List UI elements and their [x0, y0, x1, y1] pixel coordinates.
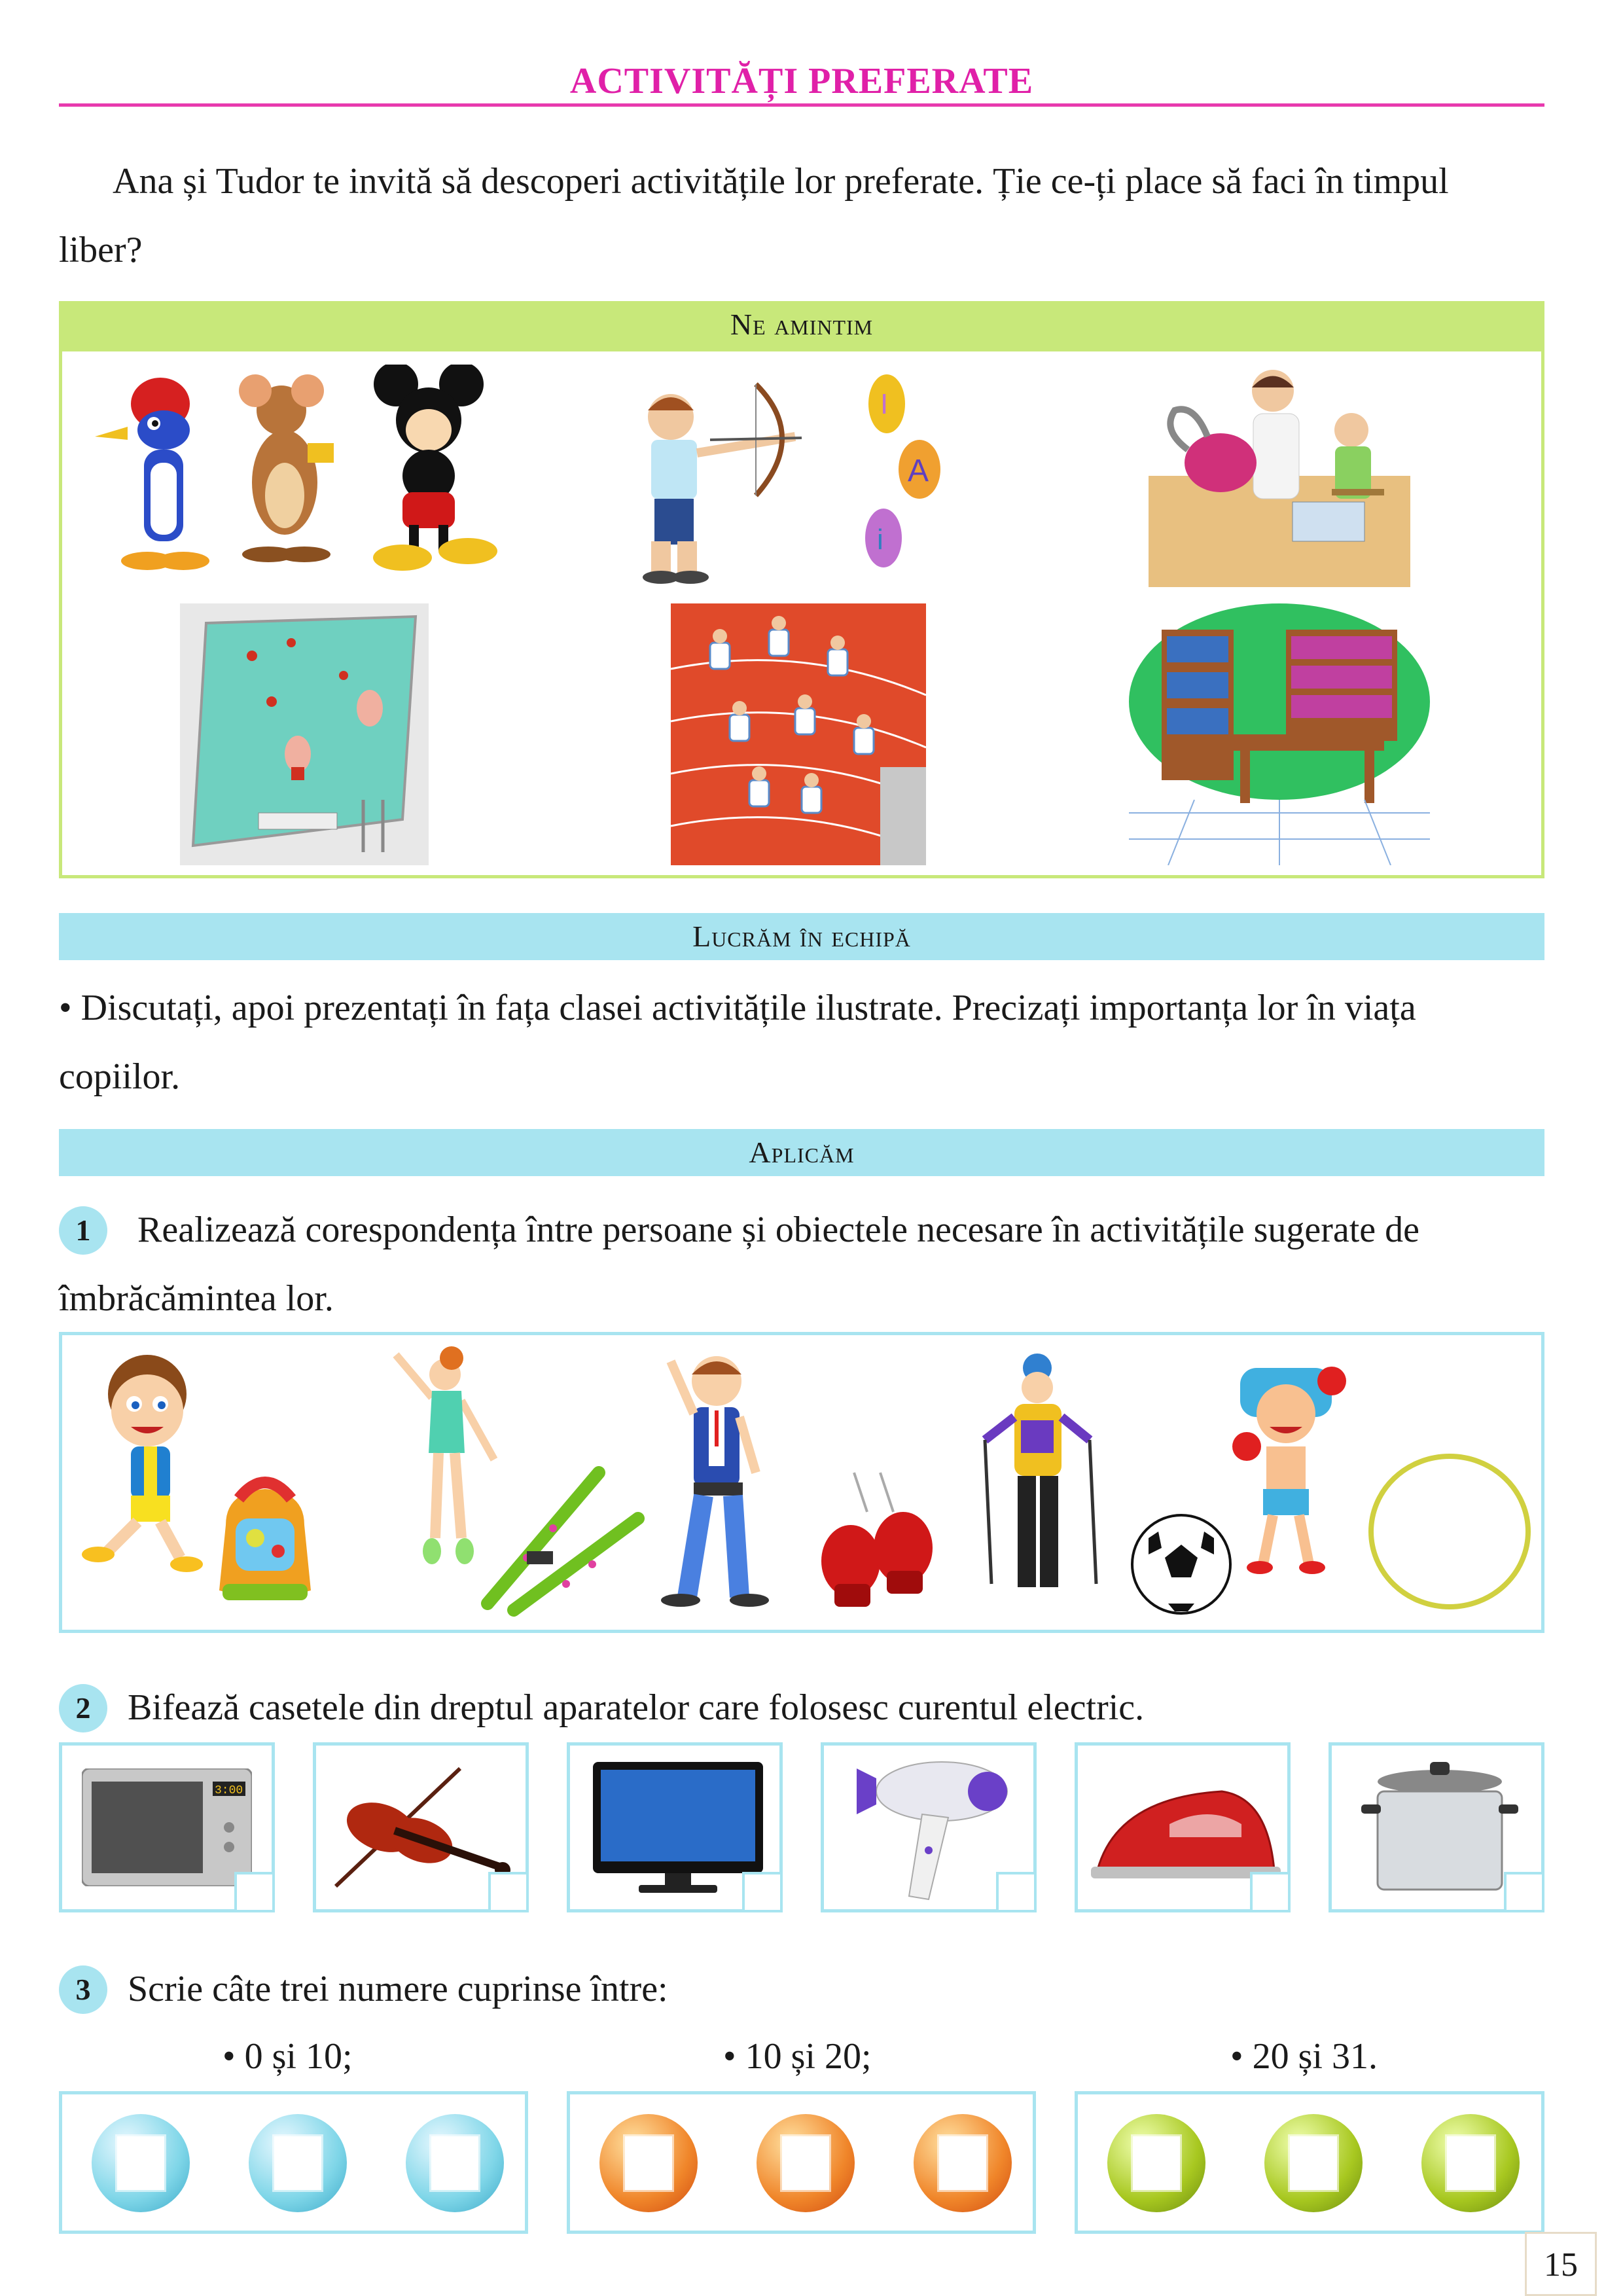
intro-paragraph-line1: Ana și Tudor te invită să descoperi activitățile lor preferate. Ție ce-ți place să faci în timpul [113, 161, 1449, 202]
answer-input[interactable] [1290, 2136, 1337, 2190]
checkbox-pot[interactable] [1504, 1872, 1544, 1912]
gymnast-figure [396, 1346, 494, 1564]
amintim-frame [59, 348, 1544, 878]
backpack-figure [219, 1482, 311, 1600]
checkbox-hairdryer[interactable] [996, 1872, 1037, 1912]
running-track-image [671, 603, 926, 865]
iron-icon [1091, 1772, 1281, 1883]
section-header-aplicam: Aplicăm [59, 1129, 1544, 1176]
study-room-image [1129, 603, 1430, 865]
answer-bubble [92, 2114, 190, 2212]
range-label-2: • 10 și 20; [723, 2036, 872, 2077]
answer-box-range-2 [567, 2091, 1036, 2234]
page-title: ACTIVITĂȚI PREFERATE [569, 61, 1034, 101]
answer-bubble [249, 2114, 347, 2212]
device-card-hairdryer [821, 1742, 1037, 1912]
answer-input[interactable] [431, 2136, 478, 2190]
exercise-2-number: 2 [59, 1684, 107, 1732]
answer-input[interactable] [1133, 2136, 1180, 2190]
echipa-paragraph-line1: • Discutați, apoi prezentați în fața clasei activitățile ilustrate. Precizați importanța lor în viața [59, 988, 1416, 1028]
device-card-pot [1329, 1742, 1544, 1912]
microwave-icon [82, 1768, 252, 1886]
range-label-3: • 20 și 31. [1230, 2036, 1378, 2077]
archery-letters-image [612, 365, 991, 594]
boxing-gloves-figure [821, 1473, 933, 1607]
soccer-ball-figure [1132, 1515, 1230, 1613]
television-icon [593, 1755, 763, 1899]
exercise-2-text: Bifează casetele din dreptul aparatelor care folosesc curentul electric. [128, 1687, 1145, 1728]
section-header-amintim: Ne amintim [59, 301, 1544, 348]
checkbox-iron[interactable] [1250, 1872, 1291, 1912]
answer-input[interactable] [939, 2136, 986, 2190]
runner-boy-figure [82, 1355, 203, 1572]
checkbox-violin[interactable] [488, 1872, 529, 1912]
hair-dryer-icon [857, 1752, 1014, 1909]
answer-bubble [1264, 2114, 1363, 2212]
answer-input[interactable] [274, 2136, 321, 2190]
exercise-1-text-line1: Realizează corespondența între persoane și obiectele necesare în activitățile sugerate de [137, 1210, 1419, 1250]
answer-bubble [914, 2114, 1012, 2212]
device-card-microwave [59, 1742, 275, 1912]
answer-bubble [757, 2114, 855, 2212]
title-divider [59, 103, 1544, 107]
exercise-3-number: 3 [59, 1965, 107, 2014]
answer-input[interactable] [625, 2136, 672, 2190]
answer-bubble [1107, 2114, 1205, 2212]
hoop-figure [1371, 1456, 1528, 1607]
businessman-boy-figure [661, 1356, 769, 1607]
answer-input[interactable] [782, 2136, 829, 2190]
exercise-3-text: Scrie câte trei numere cuprinse între: [128, 1969, 668, 2009]
answer-bubble [599, 2114, 698, 2212]
page-number: 15 [1544, 2246, 1578, 2284]
checkbox-microwave[interactable] [234, 1872, 275, 1912]
answer-input[interactable] [1447, 2136, 1494, 2190]
exercise-1-frame [59, 1332, 1544, 1633]
boxer-figure [1232, 1367, 1346, 1574]
checkbox-tv[interactable] [742, 1872, 783, 1912]
page-number-box [1525, 2232, 1597, 2296]
cartoon-characters-image [88, 365, 560, 594]
swimming-pool-image [180, 603, 429, 865]
exercise-1-text-line2: îmbrăcămintea lor. [59, 1278, 334, 1319]
exercise-1-number: 1 [59, 1206, 107, 1255]
answer-bubble [406, 2114, 504, 2212]
device-card-violin [313, 1742, 529, 1912]
matching-figures [69, 1342, 1535, 1623]
section-header-echipa: Lucrăm în echipă [59, 913, 1544, 960]
microwave-display: 3:00 [215, 1784, 243, 1797]
echipa-paragraph-line2: copiilor. [59, 1056, 181, 1097]
skier-figure [985, 1354, 1096, 1587]
cooking-pot-icon [1358, 1755, 1522, 1903]
svg-text:i: i [877, 524, 883, 556]
skis-figure [488, 1473, 638, 1610]
answer-input[interactable] [117, 2136, 164, 2190]
answer-box-range-3 [1075, 2091, 1544, 2234]
vacuum-cleaning-image [1135, 365, 1430, 594]
svg-text:A: A [908, 454, 929, 488]
svg-text:I: I [880, 388, 889, 420]
device-card-tv [567, 1742, 783, 1912]
answer-bubble [1421, 2114, 1520, 2212]
range-label-1: • 0 și 10; [223, 2036, 353, 2077]
device-card-iron [1075, 1742, 1291, 1912]
intro-paragraph-line2: liber? [59, 230, 143, 270]
answer-box-range-1 [59, 2091, 528, 2234]
